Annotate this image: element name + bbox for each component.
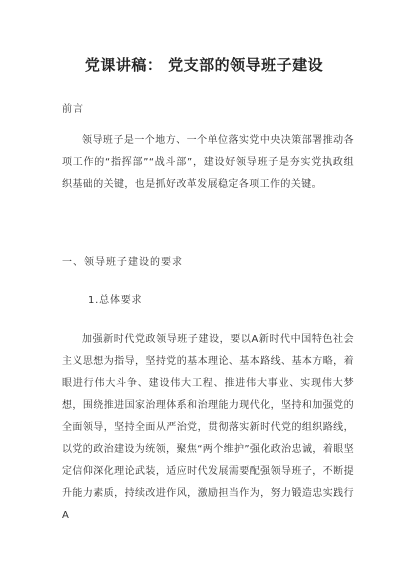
document-title: 党课讲稿： 党支部的领导班子建设 <box>84 56 324 74</box>
preface-heading: 前言 <box>62 104 84 115</box>
subsection-heading: 1.总体要求 <box>88 295 143 306</box>
section-heading: 一、领导班子建设的要求 <box>62 257 183 268</box>
paragraph-body: 加强新时代党政领导班子建设，要以A新时代中国特色社会主义思想为指导，坚持党的基本理论、基本路线、基本方略，着眼进行伟大斗争、建设伟大工程、推进伟大事业、实现伟大梦想，围绕推进国家治理体系和治理能力现代化，坚持和加强党的全面领导，坚持全面从严治党，贯彻落实新时代党的组织路线，以党的政治建设为统领，聚焦“两个维护”强化政治忠诚，着眼坚定信仰深化理论武装，适应时代发展需要配强领导班子，不断提升能力素质，持续改进作风，激励担当作为，努力锻造忠实践行A <box>62 334 354 521</box>
paragraph-intro: 领导班子是一个地方、一个单位落实党中央决策部署推动各项工作的“指挥部”“战斗部”，建设好领导班子是夯实党执政组织基础的关键，也是抓好改革发展稳定各项工作的关键。 <box>62 135 354 190</box>
